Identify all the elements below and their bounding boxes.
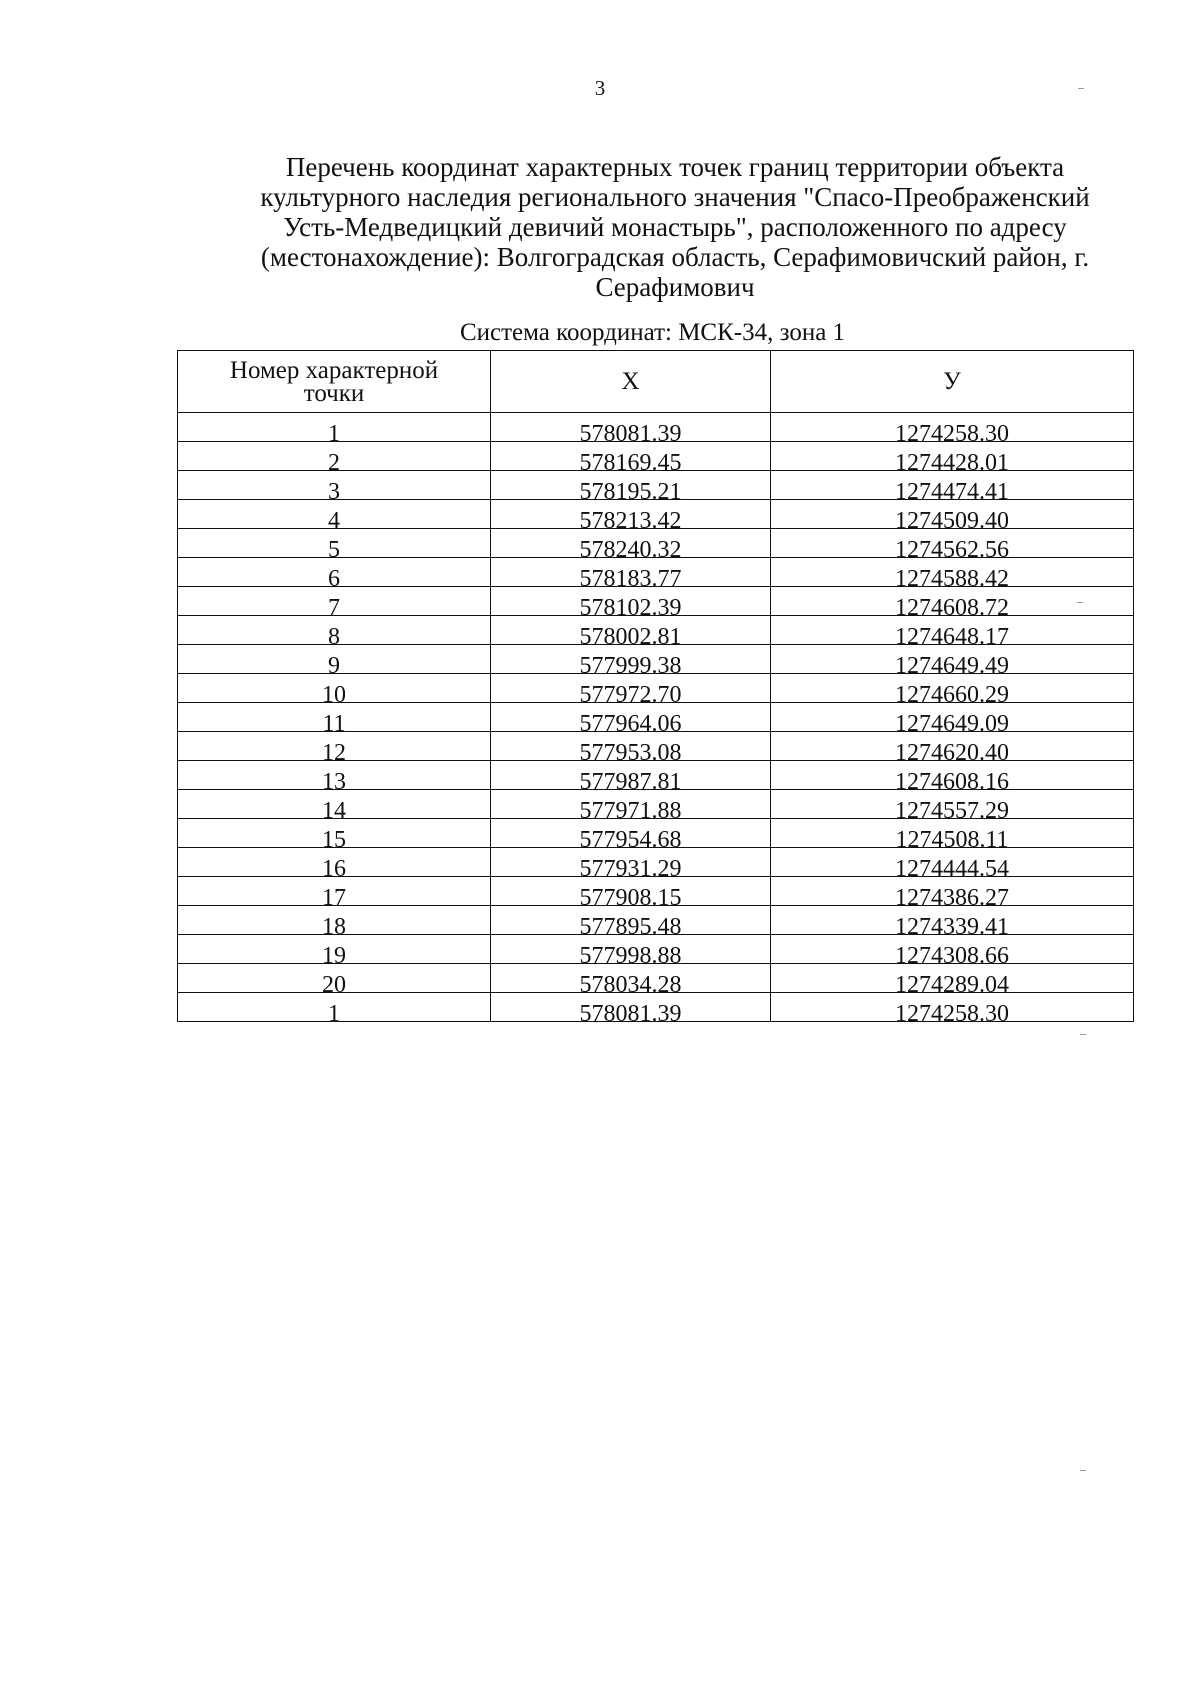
y-coordinate-cell-text: 1274508.11 (895, 827, 1009, 853)
header-point-number-line1: Номер характерной (229, 356, 439, 384)
point-number-cell-text: 1 (328, 421, 340, 447)
point-number-cell-text: 2 (328, 450, 340, 476)
point-number-cell-text: 19 (322, 943, 346, 969)
header-x: X (491, 351, 771, 413)
y-coordinate-cell-text: 1274620.40 (895, 740, 1009, 766)
point-number-cell-text: 16 (322, 856, 346, 882)
scan-speck (1078, 88, 1084, 89)
x-coordinate-cell-text: 577953.08 (579, 740, 682, 766)
y-coordinate-cell-text: 1274289.04 (895, 972, 1009, 998)
x-coordinate-cell-text: 577971.88 (579, 798, 682, 824)
table-header-row (178, 351, 1134, 413)
coordinate-system-caption: Система координат: МСК-34, зона 1 (459, 319, 846, 346)
point-number-cell-text: 10 (322, 682, 346, 708)
point-number-cell-text: 11 (322, 711, 346, 737)
x-coordinate-cell-text: 578213.42 (579, 508, 682, 534)
y-coordinate-cell-text: 1274660.29 (895, 682, 1009, 708)
point-number-cell-text: 9 (328, 653, 340, 679)
scan-speck (1080, 1034, 1086, 1035)
y-coordinate-cell-text: 1274649.09 (895, 711, 1009, 737)
table-row (178, 413, 1134, 442)
title-line: (местонахождение): Волгоградская область, Серафимовичский район, г. (260, 242, 1090, 272)
x-coordinate-cell-text: 578183.77 (579, 566, 682, 592)
point-number-cell-text: 4 (328, 508, 340, 534)
x-coordinate-cell-text: 577954.68 (579, 827, 682, 853)
y-coordinate-cell-text: 1274474.41 (895, 479, 1009, 505)
x-coordinate-cell-text: 578081.39 (579, 421, 682, 447)
title-line: культурного наследия регионального значения "Спасо-Преображенский (260, 182, 1090, 212)
y-coordinate-cell-text: 1274509.40 (895, 508, 1009, 534)
point-number-cell-text: 8 (328, 624, 340, 650)
y-coordinate-cell-text: 1274386.27 (895, 885, 1009, 911)
x-coordinate-cell-text: 577999.38 (579, 653, 682, 679)
scan-speck (1077, 602, 1083, 603)
y-coordinate-cell-text: 1274444.54 (895, 856, 1009, 882)
point-number-cell-text: 18 (322, 914, 346, 940)
point-number-cell-text: 15 (322, 827, 346, 853)
title-line: Перечень координат характерных точек границ территории объекта (285, 152, 1065, 182)
x-coordinate-cell-text: 577972.70 (579, 682, 682, 708)
point-number-cell-text: 17 (322, 885, 346, 911)
x-coordinate-cell-text: 578240.32 (579, 537, 682, 563)
y-coordinate-cell-text: 1274308.66 (895, 943, 1009, 969)
x-coordinate-cell-text: 578081.39 (579, 1001, 682, 1027)
point-number-cell-text: 12 (322, 740, 346, 766)
y-coordinate-cell (771, 413, 1134, 447)
point-number-cell-text: 6 (328, 566, 340, 592)
x-coordinate-cell-text: 577998.88 (579, 943, 682, 969)
point-number-cell-text: 5 (328, 537, 340, 563)
y-coordinate-cell-text: 1274557.29 (895, 798, 1009, 824)
header-point-number-line2: точки (303, 379, 365, 407)
point-number-cell-text: 7 (328, 595, 340, 621)
coordinates-table (177, 350, 1134, 1027)
x-coordinate-cell-text: 578034.28 (579, 972, 682, 998)
point-number-cell (178, 413, 491, 447)
x-coordinate-cell-text: 577908.15 (579, 885, 682, 911)
point-number-cell-text: 3 (328, 479, 340, 505)
x-coordinate-cell-text: 577964.06 (579, 711, 682, 737)
point-number-cell-text: 1 (328, 1001, 340, 1027)
x-coordinate-cell-text: 578002.81 (579, 624, 682, 650)
point-number-cell-text: 14 (322, 798, 346, 824)
point-number-cell-text: 20 (322, 972, 346, 998)
scan-speck (1080, 1470, 1086, 1471)
y-coordinate-cell-text: 1274562.56 (895, 537, 1009, 563)
y-coordinate-cell-text: 1274608.16 (895, 769, 1009, 795)
title-line: Серафимович (595, 272, 755, 302)
x-coordinate-cell-text: 578102.39 (579, 595, 682, 621)
y-coordinate-cell-text: 1274428.01 (895, 450, 1009, 476)
y-coordinate-cell-text: 1274608.72 (895, 595, 1009, 621)
y-coordinate-cell-text: 1274258.30 (895, 421, 1009, 447)
x-coordinate-cell (491, 413, 771, 447)
page-number: 3 (594, 76, 606, 100)
title-line: Усть-Медведицкий девичий монастырь", расположенного по адресу (283, 212, 1067, 242)
x-coordinate-cell-text: 577931.29 (579, 856, 682, 882)
x-coordinate-cell-text: 578195.21 (579, 479, 682, 505)
x-coordinate-cell-text: 577895.48 (579, 914, 682, 940)
header-y: У (771, 351, 1134, 413)
point-number-cell-text: 13 (322, 769, 346, 795)
x-coordinate-cell-text: 577987.81 (579, 769, 682, 795)
y-coordinate-cell-text: 1274648.17 (895, 624, 1009, 650)
document-title (200, 152, 1150, 302)
header-point-number (178, 351, 491, 413)
y-coordinate-cell-text: 1274649.49 (895, 653, 1009, 679)
x-coordinate-cell-text: 578169.45 (579, 450, 682, 476)
y-coordinate-cell-text: 1274339.41 (895, 914, 1009, 940)
y-coordinate-cell-text: 1274588.42 (895, 566, 1009, 592)
y-coordinate-cell-text: 1274258.30 (895, 1001, 1009, 1027)
table-body (178, 413, 1134, 1027)
